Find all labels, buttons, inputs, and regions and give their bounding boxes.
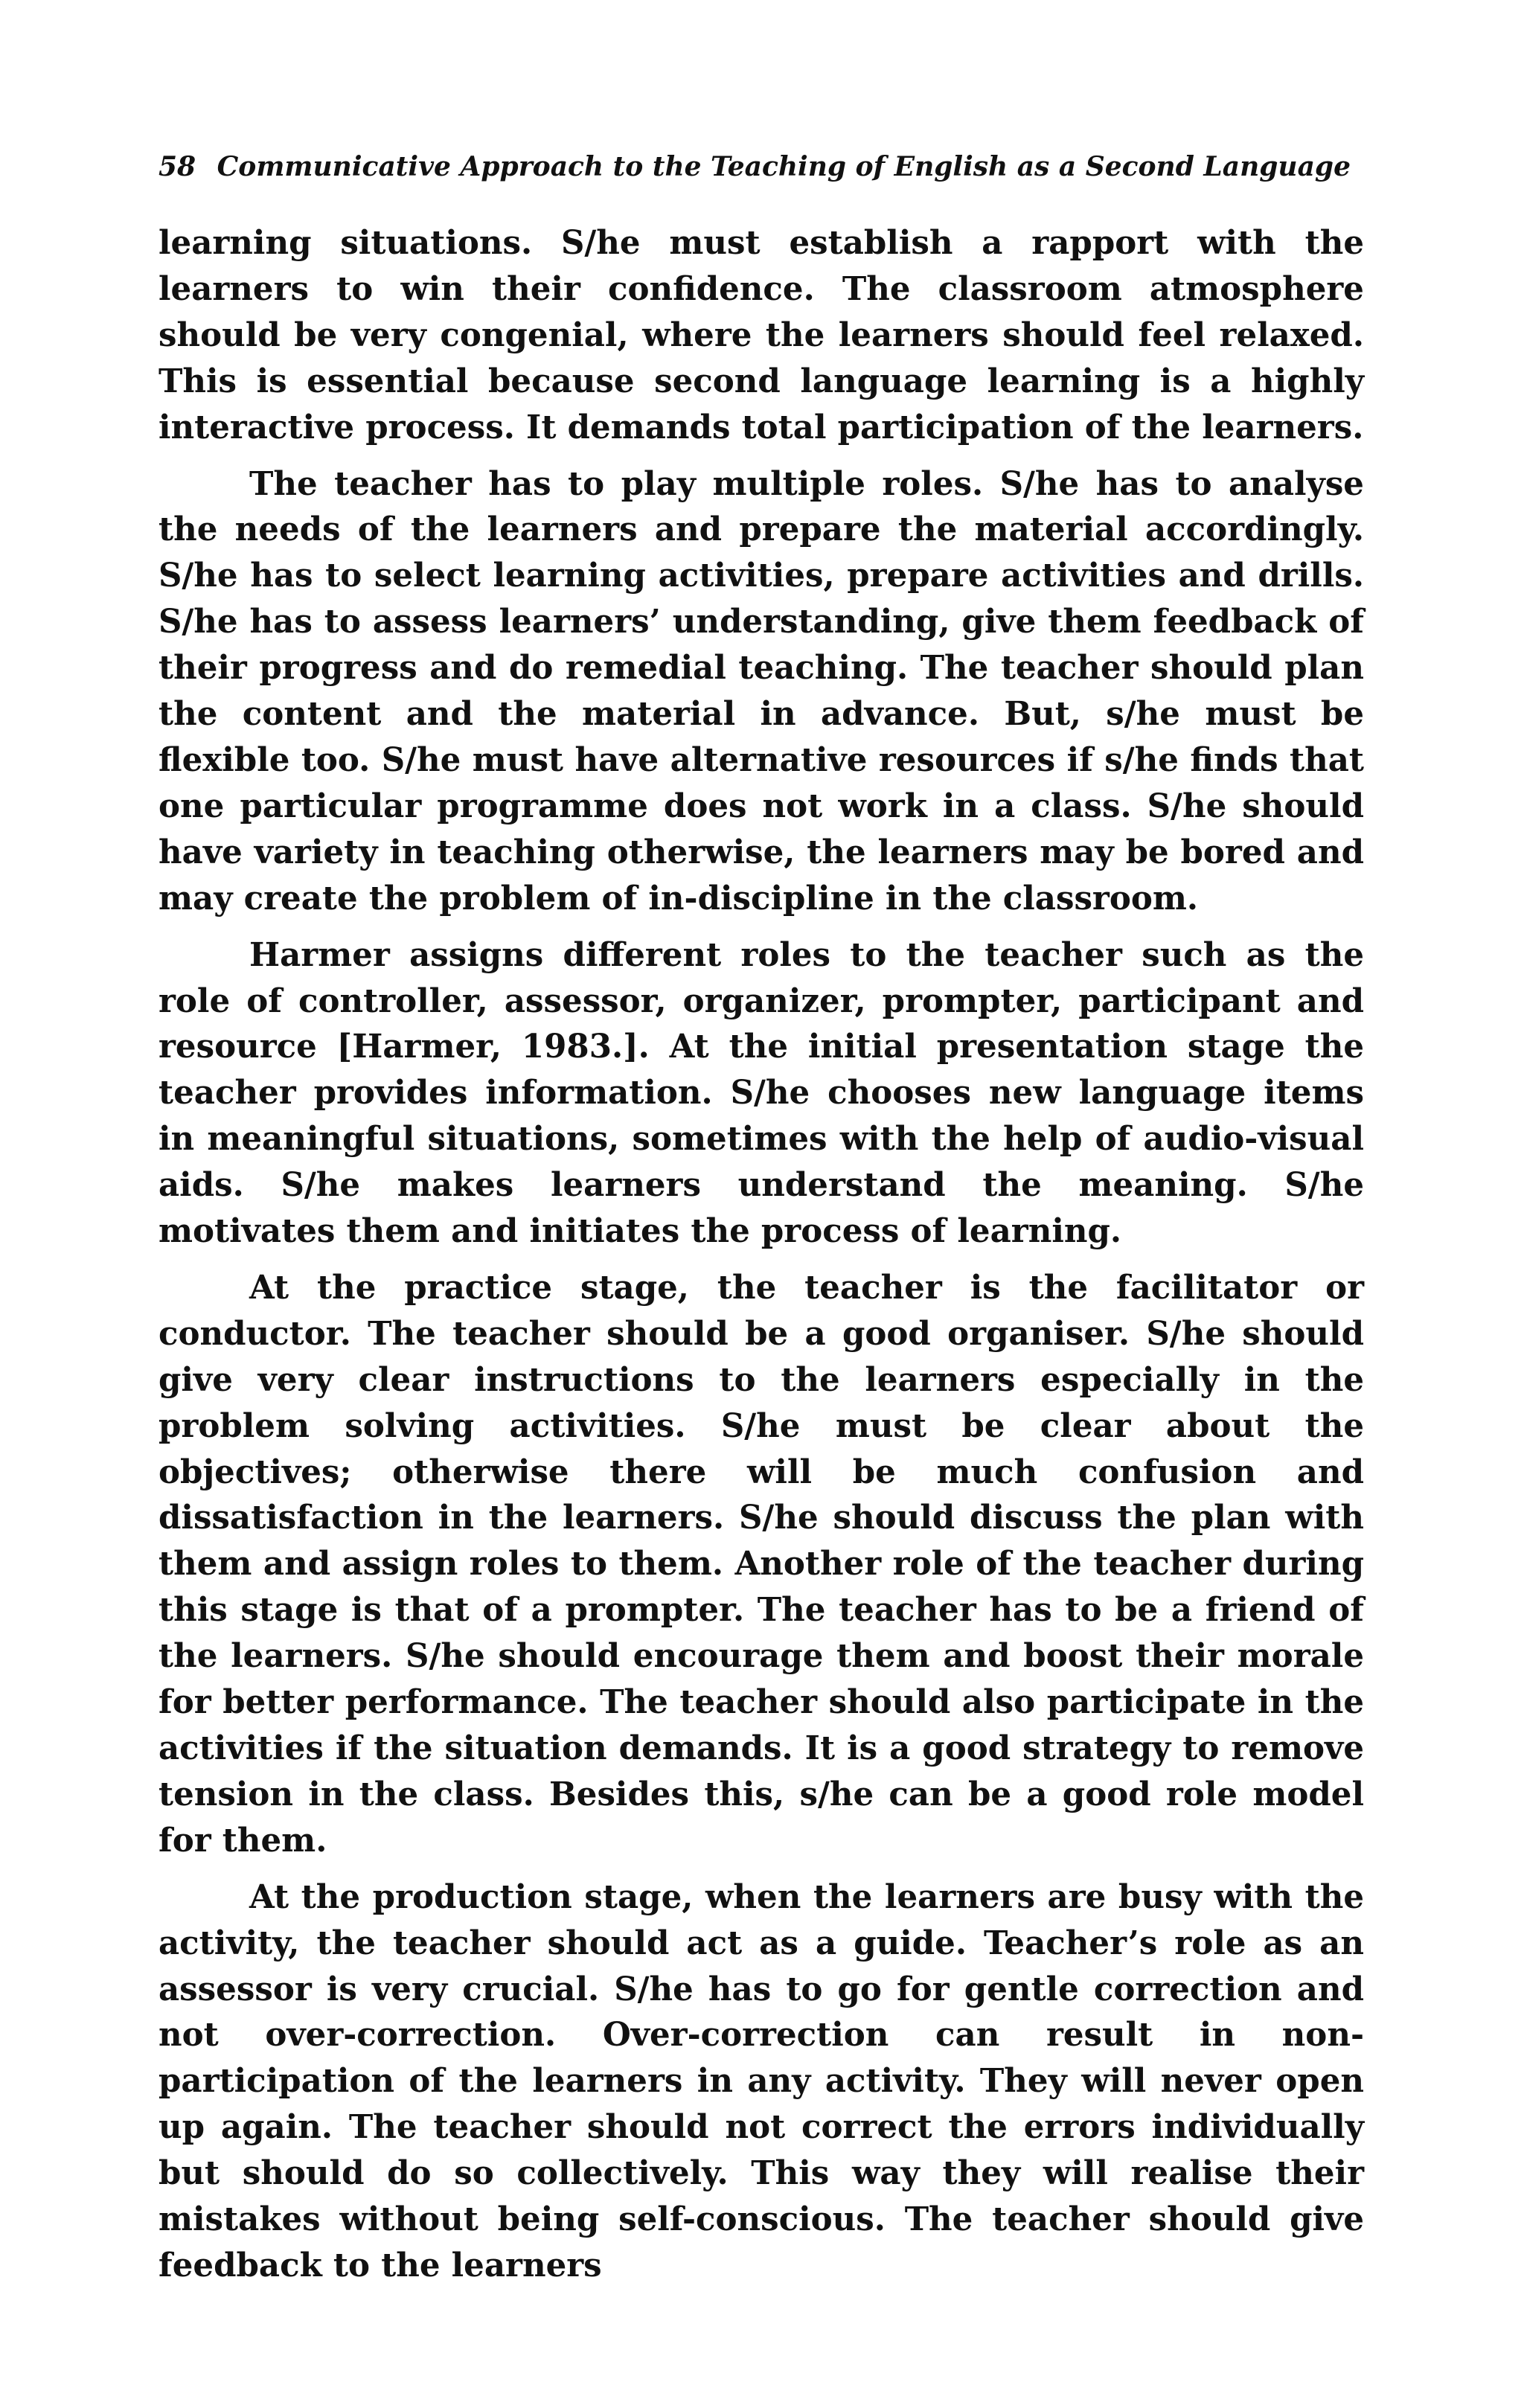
paragraph-production-stage: At the production stage, when the learners are busy with the activity, the teacher should act as a guide. Teacher’s role as an assessor is very crucial. S/he has to go for gentle correction and not over-correction. Over-correction can result in non-participation of the learners in any activity. They will never open up again. The teacher should not correct the errors individually but should do so collectively. This way they will realise their mistakes without being self-conscious. The teacher should give feedback to the learners xyxy=(159,1877,1364,2284)
paragraph-continued: learning situations. S/he must establish a rapport with the learners to win their confidence. The classroom atmosphere should be very congenial, where the learners should feel relaxed. This is essential because second language learning is a highly interactive process. It demands total participation of the learners. xyxy=(159,224,1364,446)
page-number: 58 xyxy=(159,151,196,182)
running-head xyxy=(159,150,1364,183)
body-text xyxy=(159,220,1364,2299)
paragraph-harmer-roles: Harmer assigns different roles to the teacher such as the role of controller, assessor, organizer, prompter, participant and resource [Harmer, 1983.]. At the initial presentation stage the teacher provides information. S/he chooses new language items in meaningful situations, sometimes with the help of audio-visual aids. S/he makes learners understand the meaning. S/he motivates them and initiates the process of learning. xyxy=(159,935,1364,1251)
book-title: Communicative Approach to the Teaching of English as a Second Language xyxy=(217,151,1351,182)
paragraph-practice-stage: At the practice stage, the teacher is the facilitator or conductor. The teacher should be a good organiser. S/he should give very clear instructions to the learners especially in the problem solving activities. S/he must be clear about the objectives; otherwise there will be much confusion and dissatisfaction in the learners. S/he should discuss the plan with them and assign roles to them. Another role of the teacher during this stage is that of a prompter. The teacher has to be a friend of the learners. S/he should encourage them and boost their morale for better performance. The teacher should also participate in the activities if the situation demands. It is a good strategy to remove tension in the class. Besides this, s/he can be a good role model for them. xyxy=(159,1268,1364,1860)
paragraph-teacher-roles: The teacher has to play multiple roles. S/he has to analyse the needs of the learners and prepare the material accordingly. S/he has to select learning activities, prepare activities and drills. S/he has to assess learners’ understanding, give them feedback of their progress and do remedial teaching. The teacher should plan the content and the material in advance. But, s/he must be flexible too. S/he must have alternative resources if s/he finds that one particular programme does not work in a class. S/he should have variety in teaching otherwise, the learners may be bored and may create the problem of in-discipline in the classroom. xyxy=(159,464,1364,918)
